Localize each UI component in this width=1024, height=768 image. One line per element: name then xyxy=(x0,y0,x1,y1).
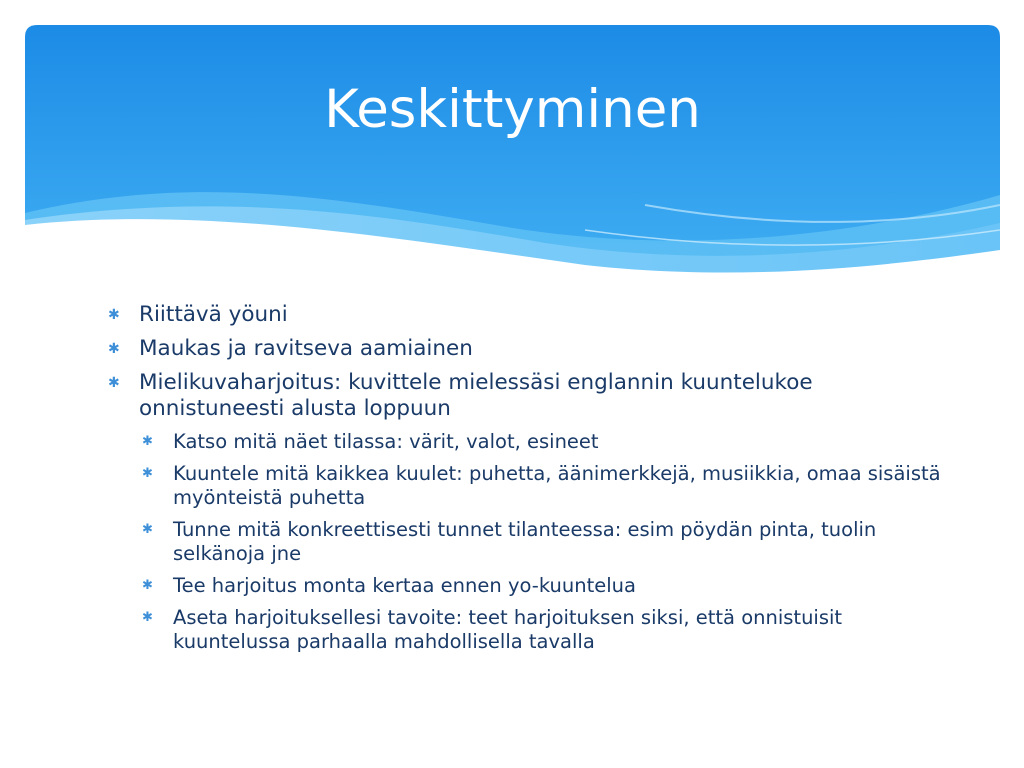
asterisk-icon: ✱ xyxy=(142,578,153,593)
wave-background xyxy=(25,25,1000,287)
asterisk-icon: ✱ xyxy=(108,375,120,391)
sub-list-item xyxy=(142,606,948,654)
sub-list-item-text: Tunne mitä konkreettisesti tunnet tilanteessa: esim pöydän pinta, tuolin selkänoja jne xyxy=(173,518,877,565)
list-item xyxy=(108,302,948,328)
slide-content xyxy=(108,302,948,662)
sub-list-item xyxy=(142,574,948,598)
asterisk-icon: ✱ xyxy=(142,610,153,625)
header-banner xyxy=(25,25,1000,287)
list-item-text: Maukas ja ravitseva aamiainen xyxy=(139,336,473,361)
sub-list-item-text: Aseta harjoituksellesi tavoite: teet harjoituksen siksi, että onnistuisit kuuntelussa parhaalla mahdollisella tavalla xyxy=(173,606,843,653)
asterisk-icon: ✱ xyxy=(108,307,120,323)
sub-list-item-text: Kuuntele mitä kaikkea kuulet: puhetta, äänimerkkejä, musiikkia, omaa sisäistä myönteistä puhetta xyxy=(173,462,941,509)
sub-bullet-list xyxy=(108,430,948,654)
asterisk-icon: ✱ xyxy=(142,434,153,449)
sub-list-item xyxy=(142,518,948,566)
sub-list-item xyxy=(142,430,948,454)
bullet-list xyxy=(108,302,948,422)
sub-list-item-text: Tee harjoitus monta kertaa ennen yo-kuuntelua xyxy=(173,574,636,597)
sub-list-item xyxy=(142,462,948,510)
asterisk-icon: ✱ xyxy=(142,522,153,537)
list-item xyxy=(108,336,948,362)
list-item-text: Riittävä yöuni xyxy=(139,302,288,327)
list-item-text: Mielikuvaharjoitus: kuvittele mielessäsi englannin kuuntelukoe onnistuneesti alusta loppuun xyxy=(139,370,813,421)
sub-list-item-text: Katso mitä näet tilassa: värit, valot, esineet xyxy=(173,430,599,453)
list-item xyxy=(108,370,948,422)
asterisk-icon: ✱ xyxy=(142,466,153,481)
slide-title: Keskittyminen xyxy=(324,79,701,140)
asterisk-icon: ✱ xyxy=(108,341,120,357)
